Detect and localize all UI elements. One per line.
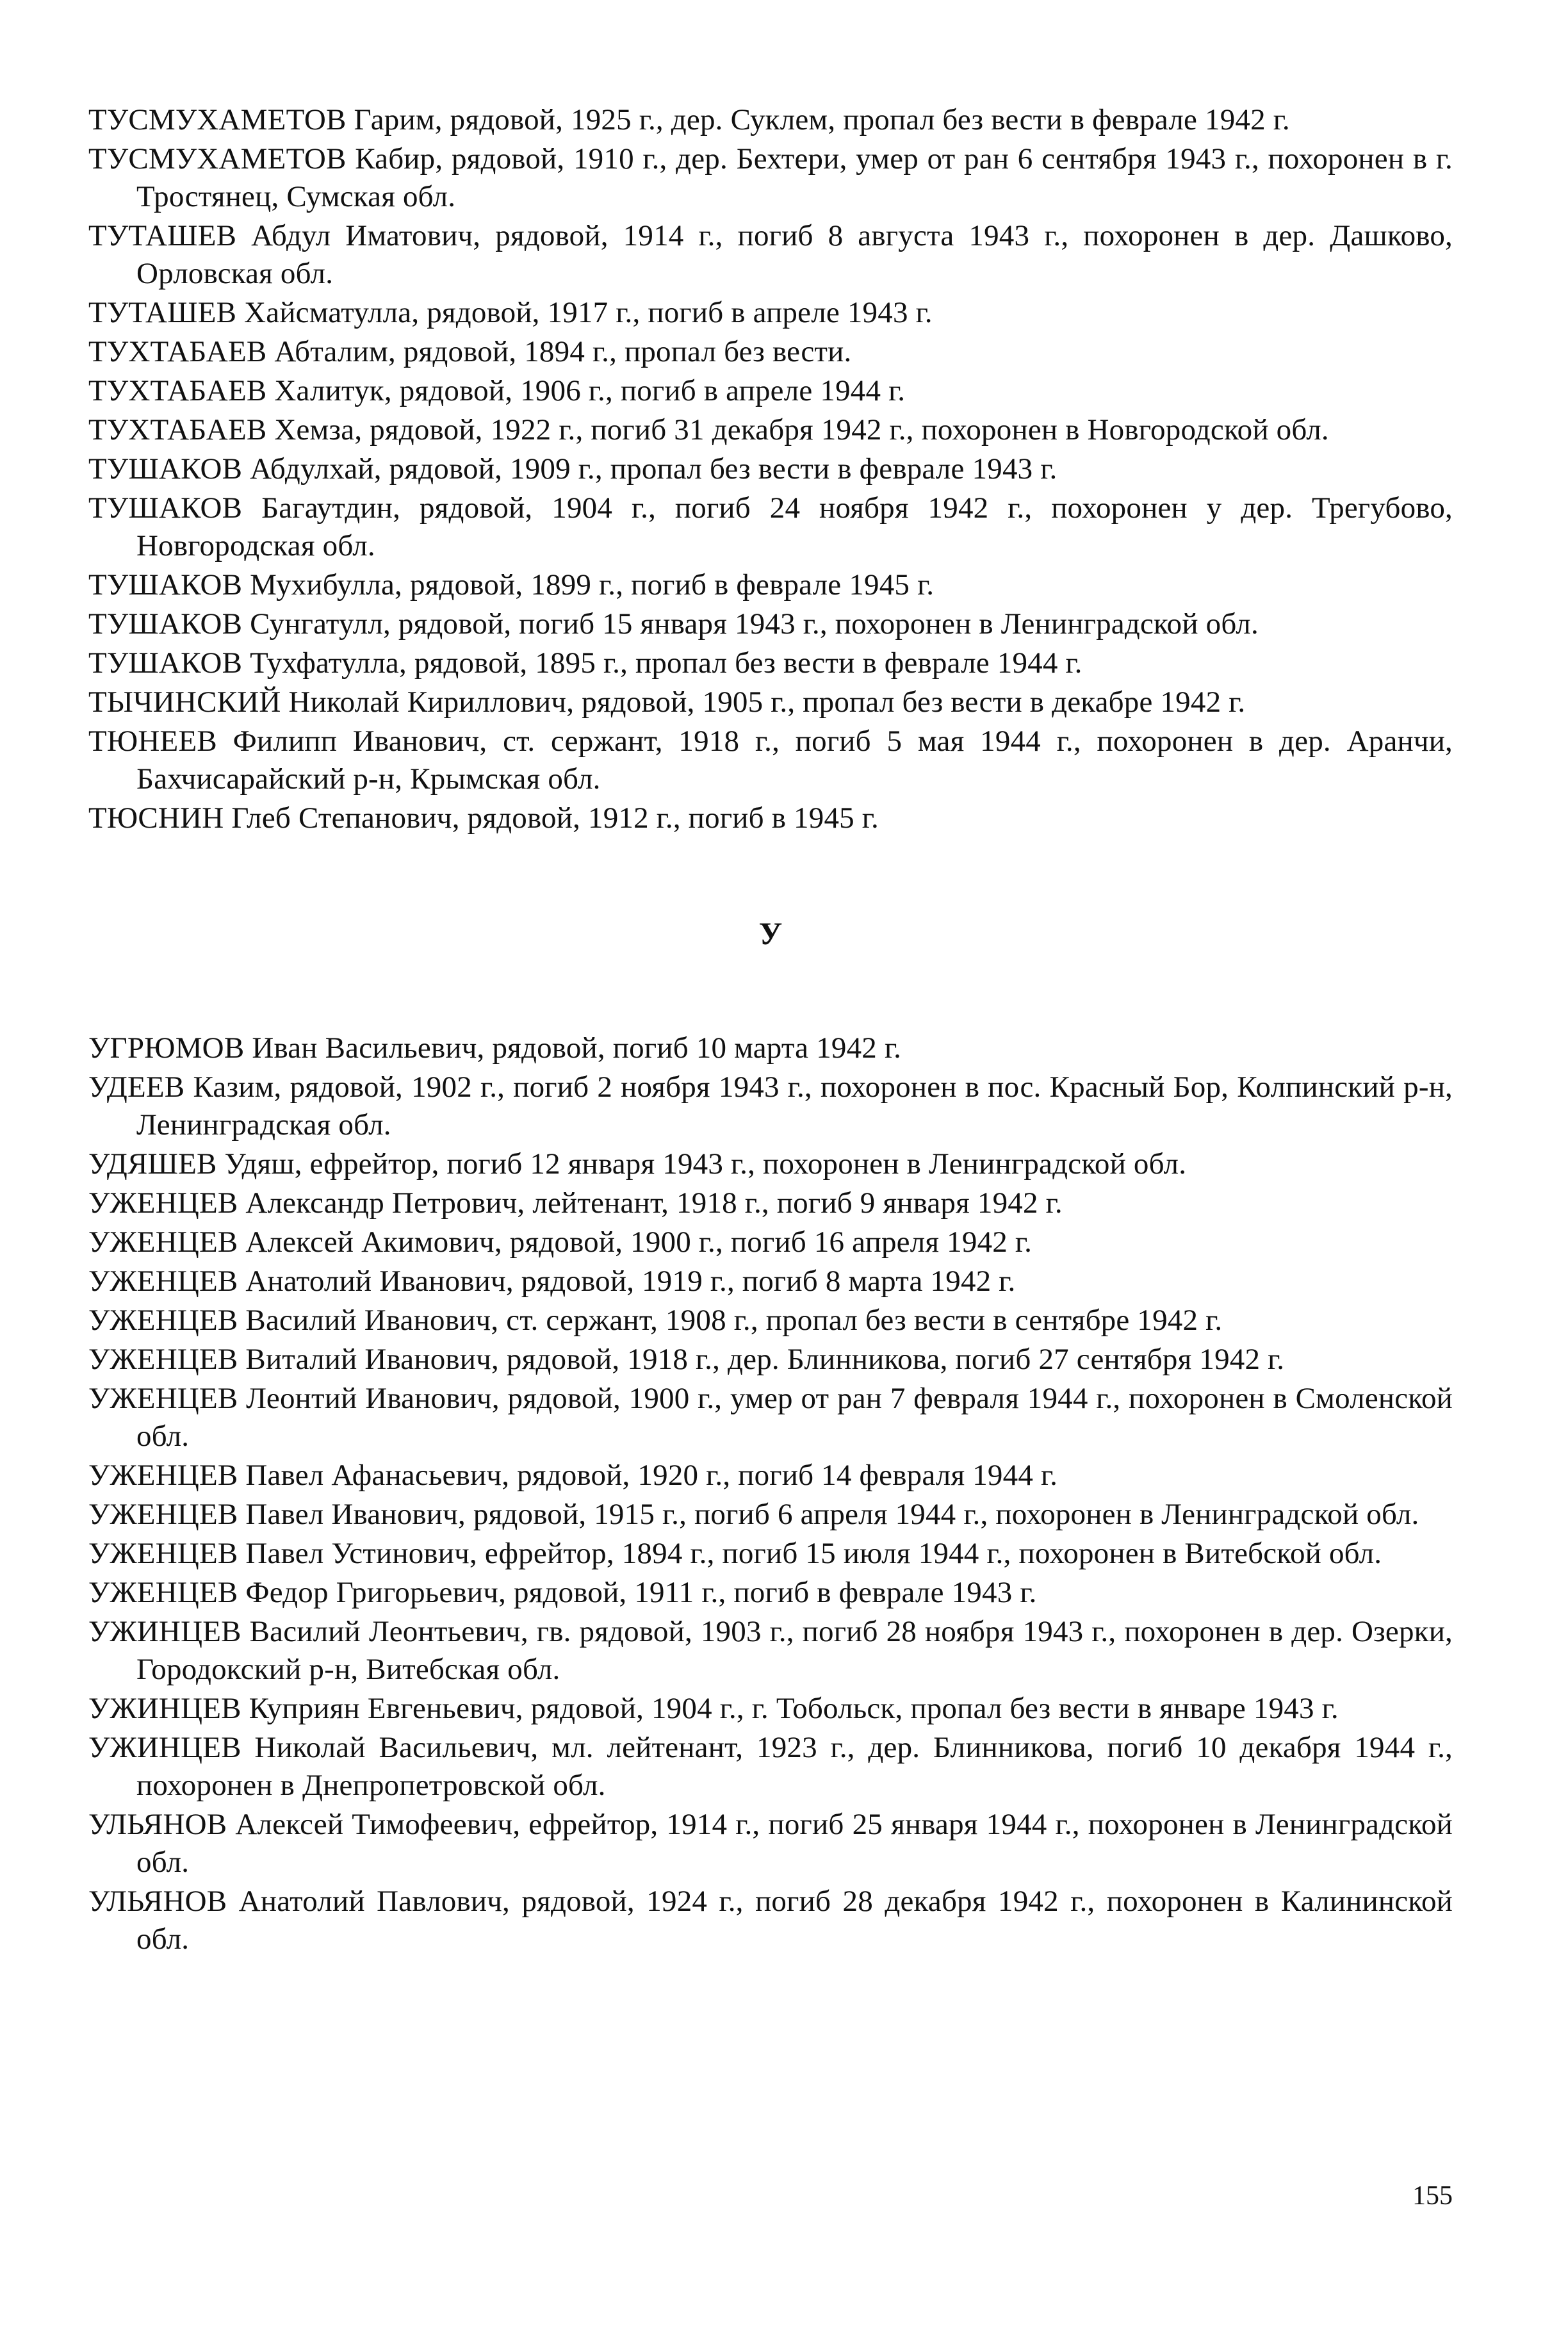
list-entry: ТУХТАБАЕВ Халитук, рядовой, 1906 г., погиб в апреле 1944 г. <box>88 374 906 407</box>
list-entry: ТУШАКОВ Тухфатулла, рядовой, 1895 г., пропал без вести в феврале 1944 г. <box>88 646 1082 680</box>
document-page <box>88 101 1453 1960</box>
list-entry: УЖЕНЦЕВ Алексей Акимович, рядовой, 1900 г., погиб 16 апреля 1942 г. <box>88 1225 1033 1259</box>
section-heading-u: У <box>758 915 783 951</box>
list-entry: ТУТАШЕВ Хайсматулла, рядовой, 1917 г., погиб в апреле 1943 г. <box>88 296 933 329</box>
list-entry: ТЮНЕЕВ Филипп Иванович, ст. сержант, 1918 г., погиб 5 мая 1944 г., похоронен в дер. Аранчи, Бахчисарайский р-н, Крымская обл. <box>88 725 1453 796</box>
list-entry: УЖЕНЦЕВ Виталий Иванович, рядовой, 1918 г., дер. Блинникова, погиб 27 сентября 1942 г. <box>88 1343 1285 1376</box>
list-entry: УЖЕНЦЕВ Павел Устинович, ефрейтор, 1894 г., погиб 15 июля 1944 г., похоронен в Витебской обл. <box>88 1537 1382 1570</box>
list-entry: ТЮСНИН Глеб Степанович, рядовой, 1912 г., погиб в 1945 г. <box>88 801 879 835</box>
page-number: 155 <box>1412 2181 1453 2211</box>
list-entry: ТУСМУХАМЕТОВ Кабир, рядовой, 1910 г., дер. Бехтери, умер от ран 6 сентября 1943 г., похоронен в г. Тростянец, Сумская обл. <box>88 142 1453 213</box>
list-entry: УЖЕНЦЕВ Василий Иванович, ст. сержант, 1908 г., пропал без вести в сентябре 1942 г. <box>88 1304 1223 1337</box>
list-entry: УЖИНЦЕВ Николай Васильевич, мл. лейтенант, 1923 г., дер. Блинникова, погиб 10 декабря 1944 г., похоронен в Днепропетровской обл. <box>88 1731 1453 1802</box>
list-entry: ТУХТАБАЕВ Абталим, рядовой, 1894 г., пропал без вести. <box>88 335 852 368</box>
section-t-list <box>88 101 1453 837</box>
list-entry: УЛЬЯНОВ Алексей Тимофеевич, ефрейтор, 1914 г., погиб 25 января 1944 г., похоронен в Ленинградской обл. <box>88 1808 1453 1879</box>
list-entry: ТУШАКОВ Сунгатулл, рядовой, погиб 15 января 1943 г., похоронен в Ленинградской обл. <box>88 607 1259 641</box>
list-entry: ТУХТАБАЕВ Хемза, рядовой, 1922 г., погиб 31 декабря 1942 г., похоронен в Новгородской обл. <box>88 413 1329 446</box>
list-entry: УЖЕНЦЕВ Анатолий Иванович, рядовой, 1919 г., погиб 8 марта 1942 г. <box>88 1265 1016 1298</box>
list-entry: УЖЕНЦЕВ Александр Петрович, лейтенант, 1918 г., погиб 9 января 1942 г. <box>88 1186 1063 1220</box>
list-entry: УЖЕНЦЕВ Леонтий Иванович, рядовой, 1900 г., умер от ран 7 февраля 1944 г., похоронен в Смоленской обл. <box>88 1382 1453 1453</box>
list-entry: ТУШАКОВ Мухибулла, рядовой, 1899 г., погиб в феврале 1945 г. <box>88 568 935 602</box>
list-entry: ТЫЧИНСКИЙ Николай Кириллович, рядовой, 1905 г., пропал без вести в декабре 1942 г. <box>88 685 1246 719</box>
list-entry: ТУТАШЕВ Абдул Иматович, рядовой, 1914 г., погиб 8 августа 1943 г., похоронен в дер. Дашково, Орловская обл. <box>88 219 1453 290</box>
list-entry: УДЕЕВ Казим, рядовой, 1902 г., погиб 2 ноября 1943 г., похоронен в пос. Красный Бор, Колпинский р-н, Ленинградская обл. <box>88 1070 1453 1142</box>
list-entry: УДЯШЕВ Удяш, ефрейтор, погиб 12 января 1943 г., похоронен в Ленинградской обл. <box>88 1147 1187 1181</box>
list-entry: УЖЕНЦЕВ Федор Григорьевич, рядовой, 1911 г., погиб в феврале 1943 г. <box>88 1576 1037 1609</box>
list-entry: УГРЮМОВ Иван Васильевич, рядовой, погиб 10 марта 1942 г. <box>88 1031 902 1065</box>
list-entry: УЖЕНЦЕВ Павел Афанасьевич, рядовой, 1920 г., погиб 14 февраля 1944 г. <box>88 1459 1058 1492</box>
list-entry: УЖИНЦЕВ Василий Леонтьевич, гв. рядовой, 1903 г., погиб 28 ноября 1943 г., похоронен в дер. Озерки, Городокский р-н, Витебская обл. <box>88 1615 1453 1686</box>
list-entry: ТУСМУХАМЕТОВ Гарим, рядовой, 1925 г., дер. Суклем, пропал без вести в феврале 1942 г. <box>88 103 1290 136</box>
list-entry: ТУШАКОВ Абдулхай, рядовой, 1909 г., пропал без вести в феврале 1943 г. <box>88 452 1058 486</box>
list-entry: УЖИНЦЕВ Куприян Евгеньевич, рядовой, 1904 г., г. Тобольск, пропал без вести в январе 1943 г. <box>88 1692 1339 1725</box>
list-entry: ТУШАКОВ Багаутдин, рядовой, 1904 г., погиб 24 ноября 1942 г., похоронен у дер. Трегубово, Новгородская обл. <box>88 491 1453 562</box>
list-entry: УЛЬЯНОВ Анатолий Павлович, рядовой, 1924 г., погиб 28 декабря 1942 г., похоронен в Калининской обл. <box>88 1885 1453 1956</box>
section-u-list <box>88 1029 1453 1958</box>
list-entry: УЖЕНЦЕВ Павел Иванович, рядовой, 1915 г., погиб 6 апреля 1944 г., похоронен в Ленинградской обл. <box>88 1498 1419 1531</box>
